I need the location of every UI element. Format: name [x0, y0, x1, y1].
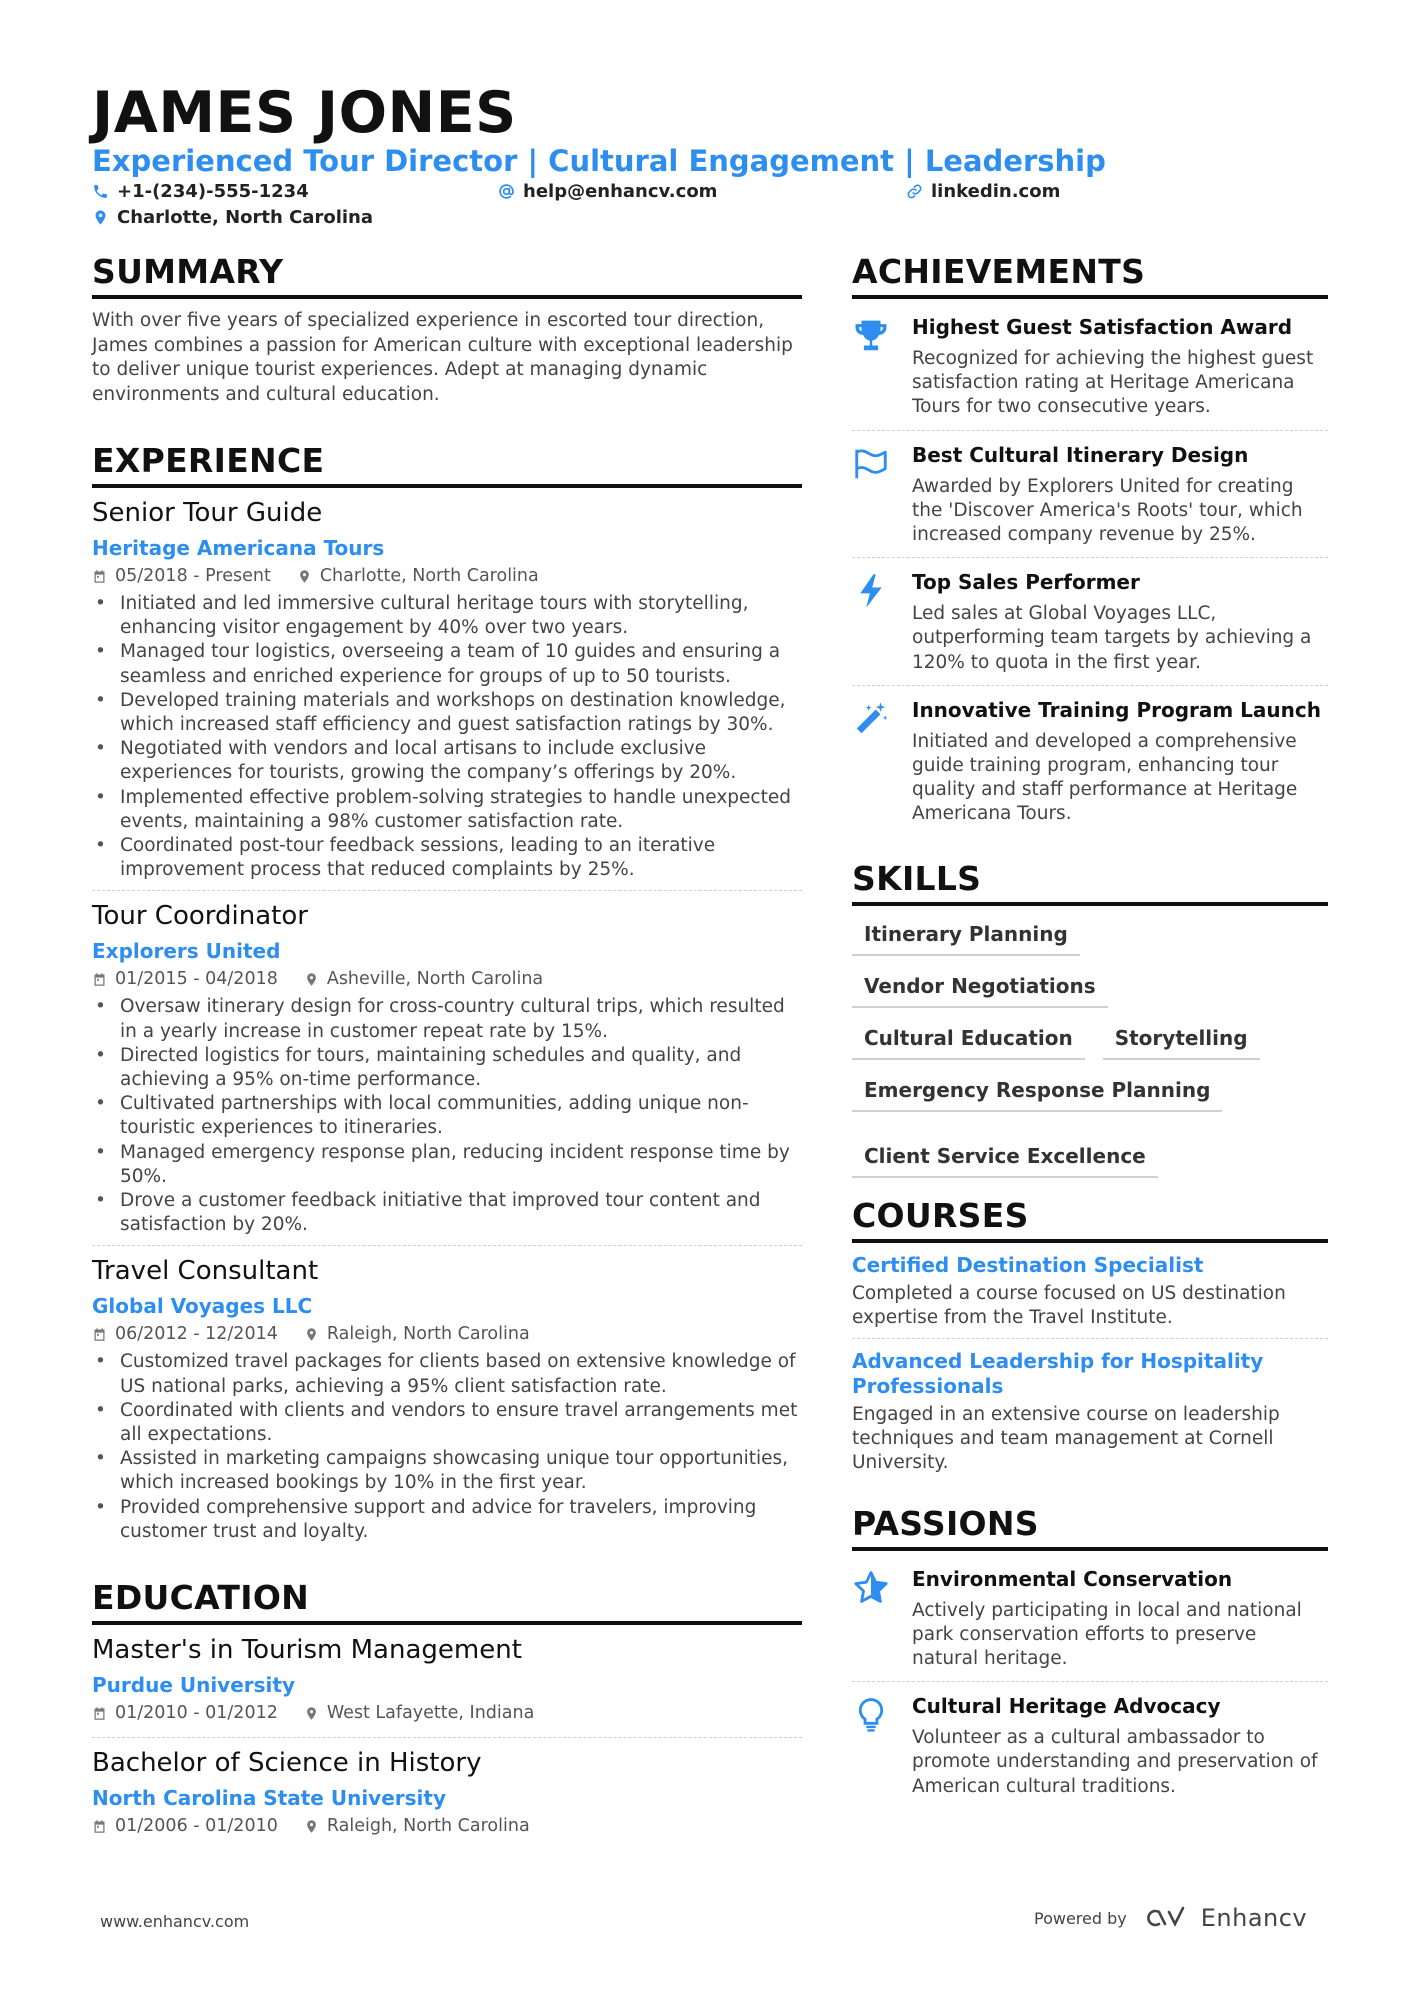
job-meta	[92, 969, 802, 989]
bullet-item: • Managed tour logistics, overseeing a team of 10 guides and ensuring a seamless and enriched experience for groups of up to 50 tourists.	[92, 640, 802, 688]
link-icon	[906, 183, 923, 200]
passion-item	[852, 1688, 1328, 1809]
star-icon	[852, 1569, 890, 1607]
job-dates: 06/2012 - 12/2014	[115, 1324, 278, 1345]
bullet-item: • Drove a customer feedback initiative that improved tour content and satisfaction by 20%.	[92, 1189, 802, 1237]
phone-text: +1-(234)-555-1234	[117, 181, 309, 202]
linkedin-text: linkedin.com	[931, 181, 1061, 202]
contact-phone[interactable]	[92, 181, 309, 202]
bullet-item: • Assisted in marketing campaigns showcasing unique tour opportunities, which increased bookings by 10% in the first year.	[92, 1447, 802, 1495]
experience-item	[92, 498, 802, 891]
left-column	[92, 252, 802, 1860]
passion-desc: Actively participating in local and national park conservation efforts to preserve natural heritage.	[912, 1599, 1302, 1670]
job-role: Travel Consultant	[92, 1256, 319, 1287]
calendar-icon	[92, 1327, 107, 1342]
location-text: Charlotte, North Carolina	[117, 207, 373, 228]
skills-heading: SKILLS	[852, 859, 1328, 906]
contact-linkedin[interactable]	[906, 181, 1060, 202]
achievements-heading: ACHIEVEMENTS	[852, 252, 1328, 299]
bullet-item: • Coordinated with clients and vendors to ensure travel arrangements met all expectations.	[92, 1399, 802, 1447]
bullet-item: • Implemented effective problem-solving strategies to handle unexpected events, maintaining a 98% customer satisfaction rate.	[92, 786, 802, 834]
job-meta	[92, 566, 802, 586]
achievement-desc: Recognized for achieving the highest guest satisfaction rating at Heritage Americana Tours for two consecutive years.	[912, 348, 1314, 418]
right-column	[852, 252, 1328, 1815]
education-location: West Lafayette, Indiana	[326, 1703, 535, 1724]
location-pin-icon	[297, 569, 312, 584]
education-meta	[92, 1703, 802, 1723]
passion-item	[852, 1561, 1328, 1683]
skill-tag: Client Service Excellence	[852, 1140, 1158, 1178]
course-item	[852, 1349, 1328, 1484]
job-location: Charlotte, North Carolina	[319, 566, 539, 586]
experience-heading: EXPERIENCE	[92, 441, 802, 488]
job-bullets	[92, 995, 802, 1237]
achievement-title: Highest Guest Satisfaction Award	[912, 315, 1293, 339]
passion-title: Cultural Heritage Advocacy	[912, 1694, 1221, 1719]
achievement-desc: Initiated and developed a comprehensive guide training program, enhancing tour quality and staff performance at Heritage Americana Tours.	[912, 730, 1298, 825]
calendar-icon	[92, 569, 107, 584]
achievement-title: Top Sales Performer	[912, 570, 1140, 595]
school: North Carolina State University	[92, 1786, 446, 1811]
brand-name: Enhancv	[1200, 1904, 1308, 1932]
bullet-item: • Oversaw itinerary design for cross-country cultural trips, which resulted in a yearly increase in customer repeat rate by 15%.	[92, 995, 802, 1043]
bullet-item: • Provided comprehensive support and advice for travelers, improving customer trust and loyalty.	[92, 1496, 802, 1544]
powered-by-text: Powered by	[1034, 1908, 1127, 1928]
education-meta	[92, 1816, 802, 1836]
trophy-icon	[852, 317, 890, 355]
skill-tag: Emergency Response Planning	[852, 1074, 1222, 1112]
phone-icon	[92, 183, 109, 200]
school: Purdue University	[92, 1673, 295, 1698]
bullet-item: • Customized travel packages for clients based on extensive knowledge of US national parks, achieving a 95% client satisfaction rate.	[92, 1350, 802, 1398]
skill-tag: Cultural Education	[852, 1022, 1085, 1060]
achievements-section	[852, 252, 1328, 837]
lightbulb-icon	[852, 1696, 890, 1734]
enhancv-logo-icon	[1141, 1905, 1187, 1931]
location-pin-icon	[304, 1327, 319, 1342]
achievement-item	[852, 564, 1328, 686]
summary-text: With over five years of specialized experience in escorted tour direction, James combines a passion for American culture with exceptional leadership to deliver unique tourist experiences. Adept at managing dynamic environments and cultural education.	[92, 310, 793, 405]
achievement-item	[852, 692, 1328, 837]
job-role: Tour Coordinator	[92, 901, 308, 932]
course-item	[852, 1253, 1328, 1339]
location-pin-icon	[304, 1706, 319, 1721]
skills-list	[852, 918, 1328, 1178]
calendar-icon	[92, 1706, 107, 1721]
bullet-item: • Cultivated partnerships with local communities, adding unique non-touristic experiences to itineraries.	[92, 1092, 802, 1140]
courses-section	[852, 1196, 1328, 1484]
job-dates: 05/2018 - Present	[115, 566, 271, 586]
course-desc: Engaged in an extensive course on leadership techniques and team management at Cornell University.	[852, 1404, 1280, 1474]
calendar-icon	[92, 1819, 107, 1834]
course-desc: Completed a course focused on US destination expertise from the Travel Institute.	[852, 1282, 1286, 1328]
job-dates: 01/2015 - 04/2018	[115, 969, 278, 990]
course-title: Advanced Leadership for Hospitality Professionals	[852, 1349, 1264, 1399]
magic-wand-icon	[852, 700, 890, 738]
job-company: Explorers United	[92, 939, 281, 964]
bullet-item: • Directed logistics for tours, maintaining schedules and quality, and achieving a 95% on-time performance.	[92, 1044, 802, 1092]
education-section	[92, 1578, 802, 1850]
education-heading: EDUCATION	[92, 1578, 802, 1625]
achievement-desc: Awarded by Explorers United for creating the 'Discover America's Roots' tour, which increased company revenue by 25%.	[912, 475, 1303, 546]
candidate-name: JAMES JONES	[92, 80, 517, 146]
bullet-item: • Negotiated with vendors and local artisans to include exclusive experiences for tourists, growing the company’s offerings by 20%.	[92, 737, 802, 785]
achievement-title: Innovative Training Program Launch	[912, 697, 1321, 722]
flag-icon	[852, 445, 890, 483]
candidate-title: Experienced Tour Director | Cultural Engagement | Leadership	[92, 144, 1106, 178]
contact-location	[92, 207, 373, 228]
education-dates: 01/2006 - 01/2010	[115, 1816, 278, 1837]
courses-heading: COURSES	[852, 1196, 1328, 1243]
calendar-icon	[92, 972, 107, 987]
email-text: help@enhancv.com	[523, 181, 718, 202]
job-location: Asheville, North Carolina	[326, 969, 544, 990]
bullet-item: • Coordinated post-tour feedback sessions, leading to an iterative improvement process that reduced complaints by 25%.	[92, 834, 802, 882]
achievement-desc: Led sales at Global Voyages LLC, outperforming team targets by achieving a 120% to quota in the first year.	[912, 603, 1312, 673]
footer-website[interactable]: www.enhancv.com	[100, 1912, 250, 1931]
passions-section	[852, 1504, 1328, 1809]
location-pin-icon	[304, 1819, 319, 1834]
skill-tag: Vendor Negotiations	[852, 970, 1108, 1008]
education-dates: 01/2010 - 01/2012	[115, 1703, 278, 1724]
job-company: Global Voyages LLC	[92, 1294, 313, 1319]
experience-item	[92, 901, 802, 1246]
skill-tag: Itinerary Planning	[852, 918, 1080, 956]
summary-section	[92, 252, 802, 407]
education-item	[92, 1748, 802, 1850]
lightning-icon	[852, 572, 890, 610]
location-pin-icon	[92, 209, 109, 226]
job-role: Senior Tour Guide	[92, 498, 323, 528]
degree: Bachelor of Science in History	[92, 1748, 482, 1779]
achievement-title: Best Cultural Itinerary Design	[912, 442, 1249, 467]
job-bullets	[92, 592, 802, 882]
job-location: Raleigh, North Carolina	[326, 1324, 530, 1345]
passion-desc: Volunteer as a cultural ambassador to promote understanding and preservation of American cultural traditions.	[912, 1727, 1318, 1797]
experience-section	[92, 441, 802, 1552]
location-pin-icon	[304, 972, 319, 987]
bullet-item: • Developed training materials and workshops on destination knowledge, which increased staff efficiency and guest satisfaction ratings by 30%.	[92, 689, 802, 737]
passions-heading: PASSIONS	[852, 1504, 1328, 1551]
summary-heading: SUMMARY	[92, 252, 802, 299]
course-title: Certified Destination Specialist	[852, 1252, 1204, 1277]
skills-section	[852, 859, 1328, 1178]
experience-item	[92, 1256, 802, 1552]
achievement-item	[852, 437, 1328, 559]
contact-email[interactable]	[498, 181, 717, 202]
job-meta	[92, 1324, 802, 1344]
bullet-item: • Managed emergency response plan, reducing incident response time by 50%.	[92, 1141, 802, 1189]
education-item	[92, 1635, 802, 1738]
job-bullets	[92, 1350, 802, 1544]
at-icon	[498, 183, 515, 200]
degree: Master's in Tourism Management	[92, 1635, 522, 1666]
bullet-item: • Initiated and led immersive cultural heritage tours with storytelling, enhancing visitor engagement by 40% over two years.	[92, 592, 802, 640]
achievement-item	[852, 309, 1328, 431]
education-location: Raleigh, North Carolina	[326, 1816, 530, 1837]
passion-title: Environmental Conservation	[912, 1566, 1233, 1591]
job-company: Heritage Americana Tours	[92, 536, 385, 560]
skill-tag: Storytelling	[1103, 1022, 1260, 1060]
footer-branding	[1034, 1904, 1307, 1932]
